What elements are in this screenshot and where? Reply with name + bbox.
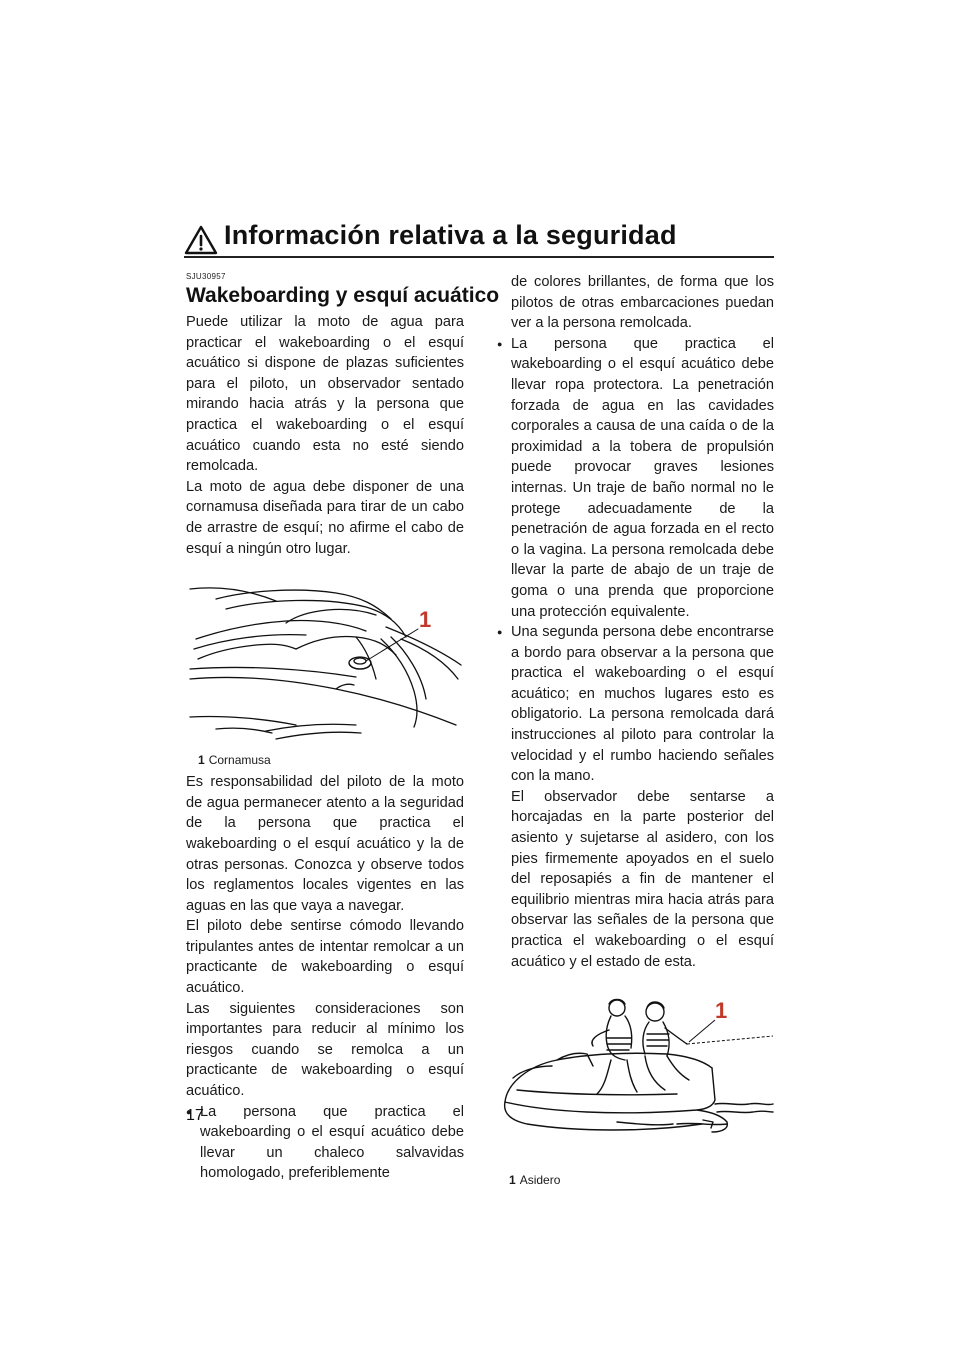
- safety-list-left: [186, 1102, 464, 1184]
- grab-handle-callout-number: 1: [715, 998, 728, 1024]
- page-header: [184, 222, 774, 258]
- intro-paragraph-1: Puede utilizar la moto de agua para practicar el wakeboarding o el esquí acuático si dispone de plazas suficientes para el piloto, un observador sentado mirando hacia atrás y la persona que practica el wakeboarding o el esquí acuático cuando esta no esté siendo remolcada.: [186, 314, 464, 475]
- left-column: [186, 272, 500, 1184]
- section-title: Wakeboarding y esquí acuático: [186, 284, 500, 307]
- bullet-protective-clothing: ● La persona que practica el wakeboarding o el esquí acuático debe llevar ropa protectora. La penetración forzada de agua en las cavidades corporales a causa de una caída o de la proximidad a la tobera de propulsión puede provocar graves lesiones internas. Un traje de baño normal no le protege adecuadamente de la penetración de agua forzada en el recto o la vagina. La persona remolcada debe llevar la parte de abajo de un traje de goma o una prenda que proporcione una protección equivalente.: [497, 334, 774, 622]
- page-title: Información relativa a la seguridad: [224, 220, 677, 250]
- cleat-figure: [186, 579, 464, 767]
- paragraph-passengers: El piloto debe sentirse cómodo llevando tripulantes antes de intentar remolcar a un practicante de wakeboarding o esquí acuático.: [186, 918, 464, 997]
- grab-handle-figure: [497, 994, 774, 1187]
- section-code: SJU30957: [186, 272, 226, 281]
- cleat-caption-number: 1: [198, 752, 205, 767]
- bullet-observer: ● Una segunda persona debe encontrarse a bordo para observar a la persona que practica el wakeboarding o el esquí acuático; en muchos lugares esto es obligatorio. La persona remolcada dará instrucciones al piloto para controlar la velocidad y el rumbo haciendo señales con la mano.: [497, 622, 774, 787]
- observer-instructions: El observador debe sentarse a horcajadas en la parte posterior del asiento y sujetarse al asidero, con los pies firmemente apoyados en el suelo del reposapiés a fin de mantener el equilibrio mientras mira hacia atrás para observar las señales de la persona que practica el wakeboarding o el esquí acuático y el estado de esta.: [511, 788, 774, 970]
- warning-triangle-icon: [184, 224, 218, 256]
- cleat-caption: [186, 753, 464, 767]
- grab-handle-caption: [497, 1173, 774, 1187]
- intro-paragraph-2: La moto de agua debe disponer de una cornamusa diseñada para tirar de un cabo de arrastre de esquí; no afirme el cabo de esquí a ningún otro lugar.: [186, 478, 464, 557]
- grab-handle-caption-text: Asidero: [519, 1172, 561, 1187]
- cleat-callout-number: 1: [419, 607, 432, 633]
- cleat-illustration: [186, 579, 464, 744]
- right-column: [497, 272, 774, 1187]
- safety-list-right: [497, 334, 774, 787]
- bullet-life-vest: ● La persona que practica el wakeboarding o el esquí acuático debe llevar un chaleco salvavidas homologado, preferiblemente: [186, 1102, 464, 1184]
- header-divider: [184, 256, 774, 258]
- bullet-life-vest-continued: de colores brillantes, de forma que los pilotos de otras embarcaciones puedan ver a la persona remolcada.: [511, 274, 774, 332]
- paragraph-responsibility: Es responsabilidad del piloto de la moto de agua permanecer atento a la seguridad de la persona que practica el wakeboarding o el esquí acuático y la de otras personas. Conozca y observe todos los reglamentos locales vigentes en las aguas en las que vaya a navegar.: [186, 774, 464, 914]
- page-number: 17: [186, 1107, 204, 1124]
- cleat-caption-text: Cornamusa: [208, 752, 271, 767]
- grab-handle-caption-number: 1: [509, 1172, 516, 1187]
- paragraph-considerations: Las siguientes consideraciones son importantes para reducir al mínimo los riesgos cuando se remolca a un practicante de wakeboarding o esquí acuático.: [186, 1000, 464, 1100]
- watercraft-illustration: [497, 994, 774, 1164]
